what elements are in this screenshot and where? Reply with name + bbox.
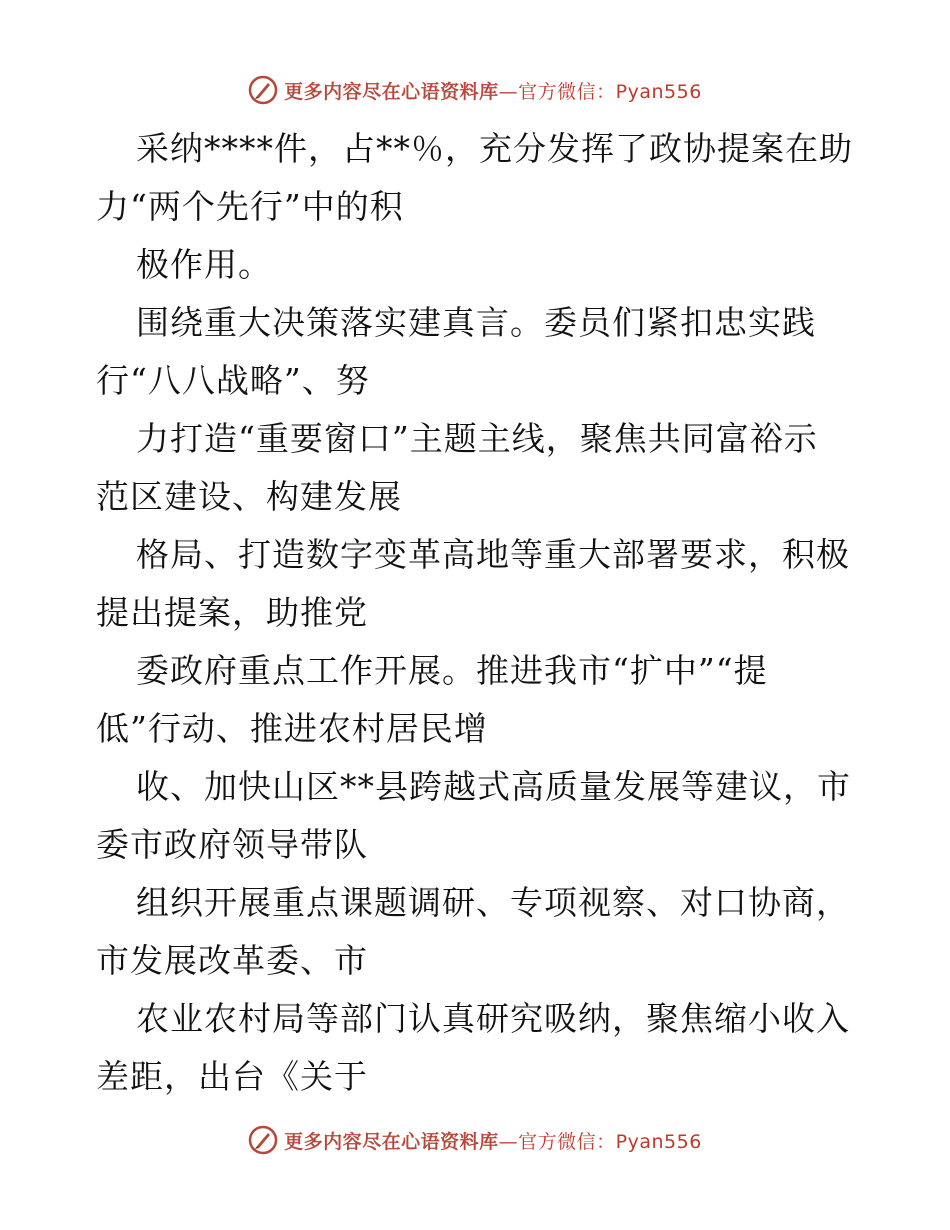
text-line: 组织开展重点课题调研、专项视察、对口协商， — [136, 883, 850, 922]
text-line: 围绕重大决策落实建真言。委员们紧扣忠实践 — [136, 303, 816, 342]
text-line: 格局、打造数字变革高地等重大部署要求，积极 — [136, 535, 850, 574]
text-line: 市发展改革委、市 — [96, 941, 368, 980]
quill-pen-circle-icon — [248, 75, 278, 105]
banner-wechat: 官方微信：Pyan556 — [518, 80, 702, 103]
text-line: 委政府重点工作开展。推进我市“扩中”“提 — [136, 651, 768, 690]
text-line: 提出提案，助推党 — [96, 593, 368, 632]
banner-wechat: 官方微信：Pyan556 — [518, 1130, 702, 1153]
banner-separator: — — [498, 1130, 519, 1153]
text-line: 采纳****件，占**％，充分发挥了政协提案在助 — [136, 129, 853, 168]
text-line: 低”行动、推进农村居民增 — [96, 709, 488, 748]
text-line: 农业农村局等部门认真研究吸纳，聚焦缩小收入 — [136, 999, 850, 1038]
banner-text — [284, 77, 702, 104]
banner-text — [284, 1127, 702, 1154]
document-body — [96, 120, 866, 1106]
banner-separator: — — [498, 80, 519, 103]
text-line: 极作用。 — [136, 245, 272, 284]
text-line: 委市政府领导带队 — [96, 825, 368, 864]
text-line: 范区建设、构建发展 — [96, 477, 402, 516]
text-line: 行“八八战略”、努 — [96, 361, 370, 400]
text-line: 差距，出台《关于 — [96, 1057, 368, 1096]
banner-brand: 更多内容尽在心语资料库 — [284, 1130, 499, 1153]
text-line: 收、加快山区**县跨越式高质量发展等建议，市 — [136, 767, 851, 806]
text-line: 力打造“重要窗口”主题主线，聚焦共同富裕示 — [136, 419, 818, 458]
text-line: 力“两个先行”中的积 — [96, 187, 404, 226]
footer-banner — [0, 1120, 950, 1160]
banner-brand: 更多内容尽在心语资料库 — [284, 80, 499, 103]
quill-pen-circle-icon — [248, 1125, 278, 1155]
header-banner — [0, 70, 950, 110]
